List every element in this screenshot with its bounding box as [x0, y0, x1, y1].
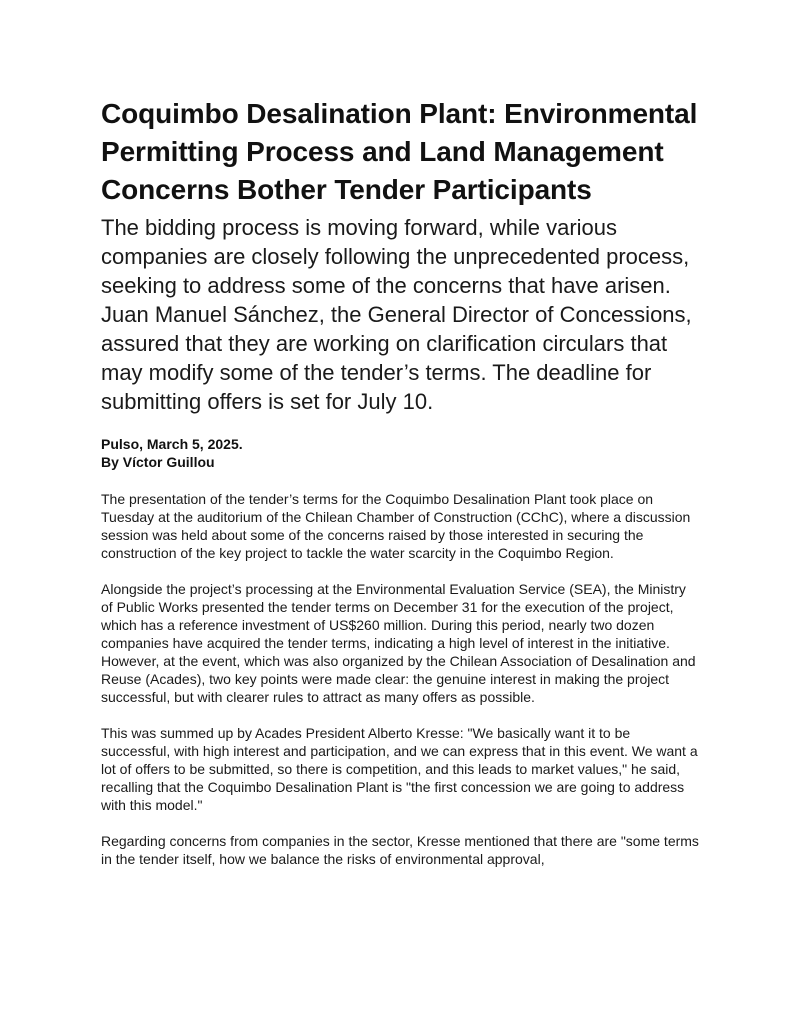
- source-date: Pulso, March 5, 2025.: [101, 436, 243, 452]
- byline: By Víctor Guillou: [101, 454, 215, 470]
- paragraph: The presentation of the tender’s terms for the Coquimbo Desalination Plant took place on Tuesday at the auditorium of the Chilean Chamber of Construction (CChC), where a discussion session was held about some of the concerns raised by those interested in securing the construction of the key project to tackle the water scarcity in the Coquimbo Region.: [101, 491, 691, 561]
- article-title: Coquimbo Desalination Plant: Environmental Permitting Process and Land Management Concerns Bother Tender Participants: [101, 98, 698, 205]
- paragraph: Alongside the project’s processing at the Environmental Evaluation Service (SEA), the Ministry of Public Works presented the tender terms on December 31 for the execution of the project, which has a reference investment of US$260 million. During this period, nearly two dozen companies have acquired the tender terms, indicating a high level of interest in the initiative. However, at the event, which was also organized by the Chilean Association of Desalination and Reuse (Acades), two key points were made clear: the genuine interest in making the project successful, but with clearer rules to attract as many offers as possible.: [101, 581, 696, 705]
- article-subtitle: The bidding process is moving forward, while various companies are closely following the unprecedented process, seeking to address some of the concerns that have arisen. Juan Manuel Sánchez, the General Director of Concessions, assured that they are working on clarification circulars that may modify some of the tender’s terms. The deadline for submitting offers is set for July 10.: [101, 215, 692, 414]
- article: [101, 95, 701, 886]
- paragraph: Regarding concerns from companies in the sector, Kresse mentioned that there are "some terms in the tender itself, how we balance the risks of environmental approval,: [101, 833, 699, 867]
- article-body: [101, 490, 701, 868]
- article-meta: [101, 435, 701, 471]
- paragraph: This was summed up by Acades President Alberto Kresse: "We basically want it to be successful, with high interest and participation, and we can express that in this event. We want a lot of offers to be submitted, so there is competition, and this leads to market values," he said, recalling that the Coquimbo Desalination Plant is "the first concession we are going to address with this model.": [101, 725, 698, 813]
